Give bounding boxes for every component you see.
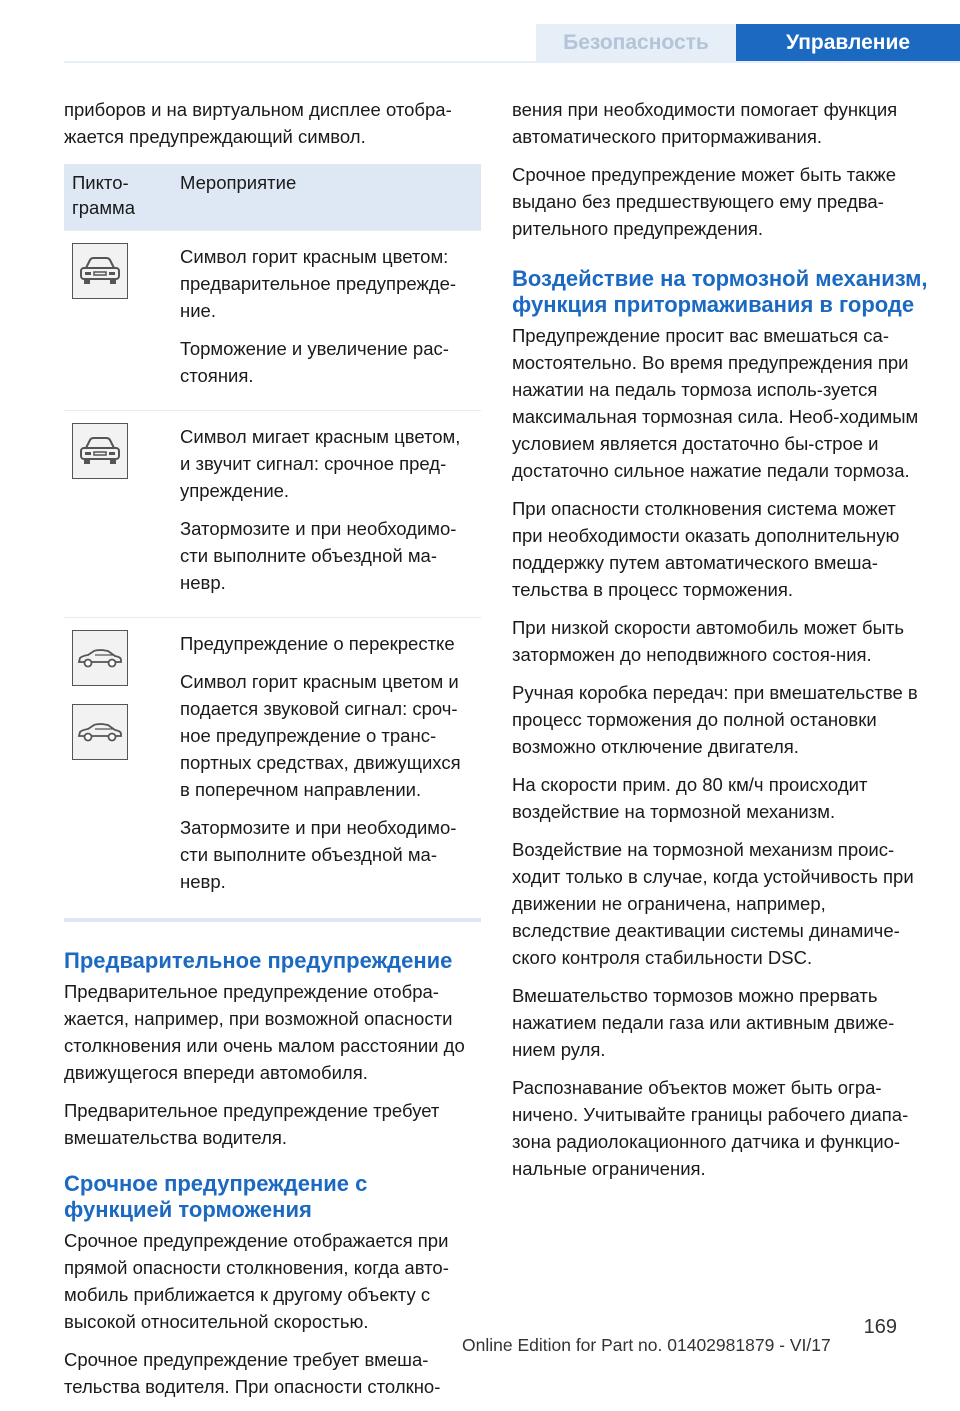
table-row bbox=[64, 618, 481, 917]
icon-cell bbox=[64, 618, 172, 917]
page-number: 169 bbox=[863, 1316, 897, 1338]
continued-paragraph: вения при необходимости помогает функция автоматического притормаживания. bbox=[512, 99, 898, 147]
tab-safety[interactable]: Безопасность bbox=[536, 24, 736, 62]
heading-urgent-warning: Срочное предупреждение с функцией торможения bbox=[64, 1171, 368, 1222]
action-cell bbox=[172, 411, 481, 618]
action-cell bbox=[172, 231, 481, 411]
city-paragraph: Ручная коробка передач: при вмешательстве в процесс торможения до полной остановки возможно отключение двигателя. bbox=[512, 682, 918, 757]
car-front-icon bbox=[72, 243, 128, 299]
urgent-without-pre-paragraph: Срочное предупреждение может быть также выдано без предшествующего ему предва-рительного предупреждения. bbox=[512, 164, 897, 239]
city-paragraph: Вмешательство тормозов можно прервать нажатием педали газа или активным движе-нием руля. bbox=[512, 985, 895, 1060]
heading-city-braking: Воздействие на тормозной механизм, функция притормаживания в городе bbox=[512, 266, 928, 317]
city-paragraph: Воздействие на тормозной механизм проис-ходит только в случае, когда устойчивость при движении не ограничена, например, вследствие деактивации системы динамиче-ского контроля стабильности DSC. bbox=[512, 839, 914, 968]
city-paragraph: Предупреждение просит вас вмешаться са-мостоятельно. Во время предупреждения при нажатии на педаль тормоза исполь-зуется максимальная тормозная сила. Необ-ходимым условием является достаточно бы-строе и достаточно сильное нажатие педали тормоза. bbox=[512, 325, 919, 481]
icon-cell bbox=[64, 231, 172, 411]
tab-controls[interactable]: Управление bbox=[736, 24, 960, 62]
left-column bbox=[64, 96, 481, 1411]
action-text: Символ горит красным цветом: предварительное предупрежде-ние. bbox=[180, 246, 457, 321]
icon-cell bbox=[64, 411, 172, 618]
urgent-warning-paragraph-2: Срочное предупреждение требует вмеша-тельства водителя. При опасности столкно- bbox=[64, 1349, 441, 1397]
table-row bbox=[64, 411, 481, 618]
action-text: Символ горит красным цветом и подается звуковой сигнал: сроч-ное предупреждение о транс-портных средствах, движущихся в поперечном направлении. bbox=[180, 671, 461, 800]
action-text: Предупреждение о перекрестке bbox=[180, 633, 455, 654]
action-text: Символ мигает красным цветом, и звучит сигнал: срочное пред-упреждение. bbox=[180, 426, 461, 501]
edition-footer: Online Edition for Part no. 01402981879 - VI/17 bbox=[462, 1335, 831, 1355]
header-tabs bbox=[536, 24, 960, 62]
city-paragraph: На скорости прим. до 80 км/ч происходит воздействие на тормозной механизм. bbox=[512, 774, 868, 822]
table-header-pictogram: Пикто-грамма bbox=[64, 164, 172, 231]
action-cell bbox=[172, 618, 481, 917]
right-column bbox=[512, 96, 928, 1193]
action-text: Затормозите и при необходимо-сти выполните объездной ма-невр. bbox=[180, 518, 457, 593]
urgent-warning-paragraph-1: Срочное предупреждение отображается при прямой опасности столкновения, когда авто-мобиль приближается к другому объекту с высокой относительной скоростью. bbox=[64, 1230, 449, 1332]
table-bottom-rule bbox=[64, 918, 481, 922]
table-header-action: Мероприятие bbox=[172, 164, 481, 231]
pre-warning-paragraph-1: Предварительное предупреждение отобра-жается, например, при возможной опасности столкновения или очень малом расстоянии до движущегося впереди автомобиля. bbox=[64, 981, 465, 1083]
action-text: Торможение и увеличение рас-стояния. bbox=[180, 338, 449, 386]
city-paragraph: При опасности столкновения система может при необходимости оказать дополнительную поддержку путем автоматического вмеша-тельства в процесс торможения. bbox=[512, 498, 900, 600]
pictogram-table bbox=[64, 164, 481, 916]
header-divider bbox=[64, 61, 960, 63]
table-row bbox=[64, 231, 481, 411]
action-text: Затормозите и при необходимо-сти выполните объездной ма-невр. bbox=[180, 817, 457, 892]
city-paragraph: При низкой скорости автомобиль может быть заторможен до неподвижного состоя-ния. bbox=[512, 617, 905, 665]
car-front-icon bbox=[72, 423, 128, 479]
heading-pre-warning: Предварительное предупреждение bbox=[64, 948, 453, 973]
intro-paragraph: приборов и на виртуальном дисплее отобра-жается предупреждающий символ. bbox=[64, 99, 452, 147]
pre-warning-paragraph-2: Предварительное предупреждение требует вмешательства водителя. bbox=[64, 1100, 440, 1148]
car-side-icon bbox=[72, 704, 128, 760]
car-side-icon bbox=[72, 630, 128, 686]
city-paragraph: Распознавание объектов может быть огра-ничено. Учитывайте границы рабочего диапа-зона радиолокационного датчика и функцио-нальные ограничения. bbox=[512, 1077, 909, 1179]
